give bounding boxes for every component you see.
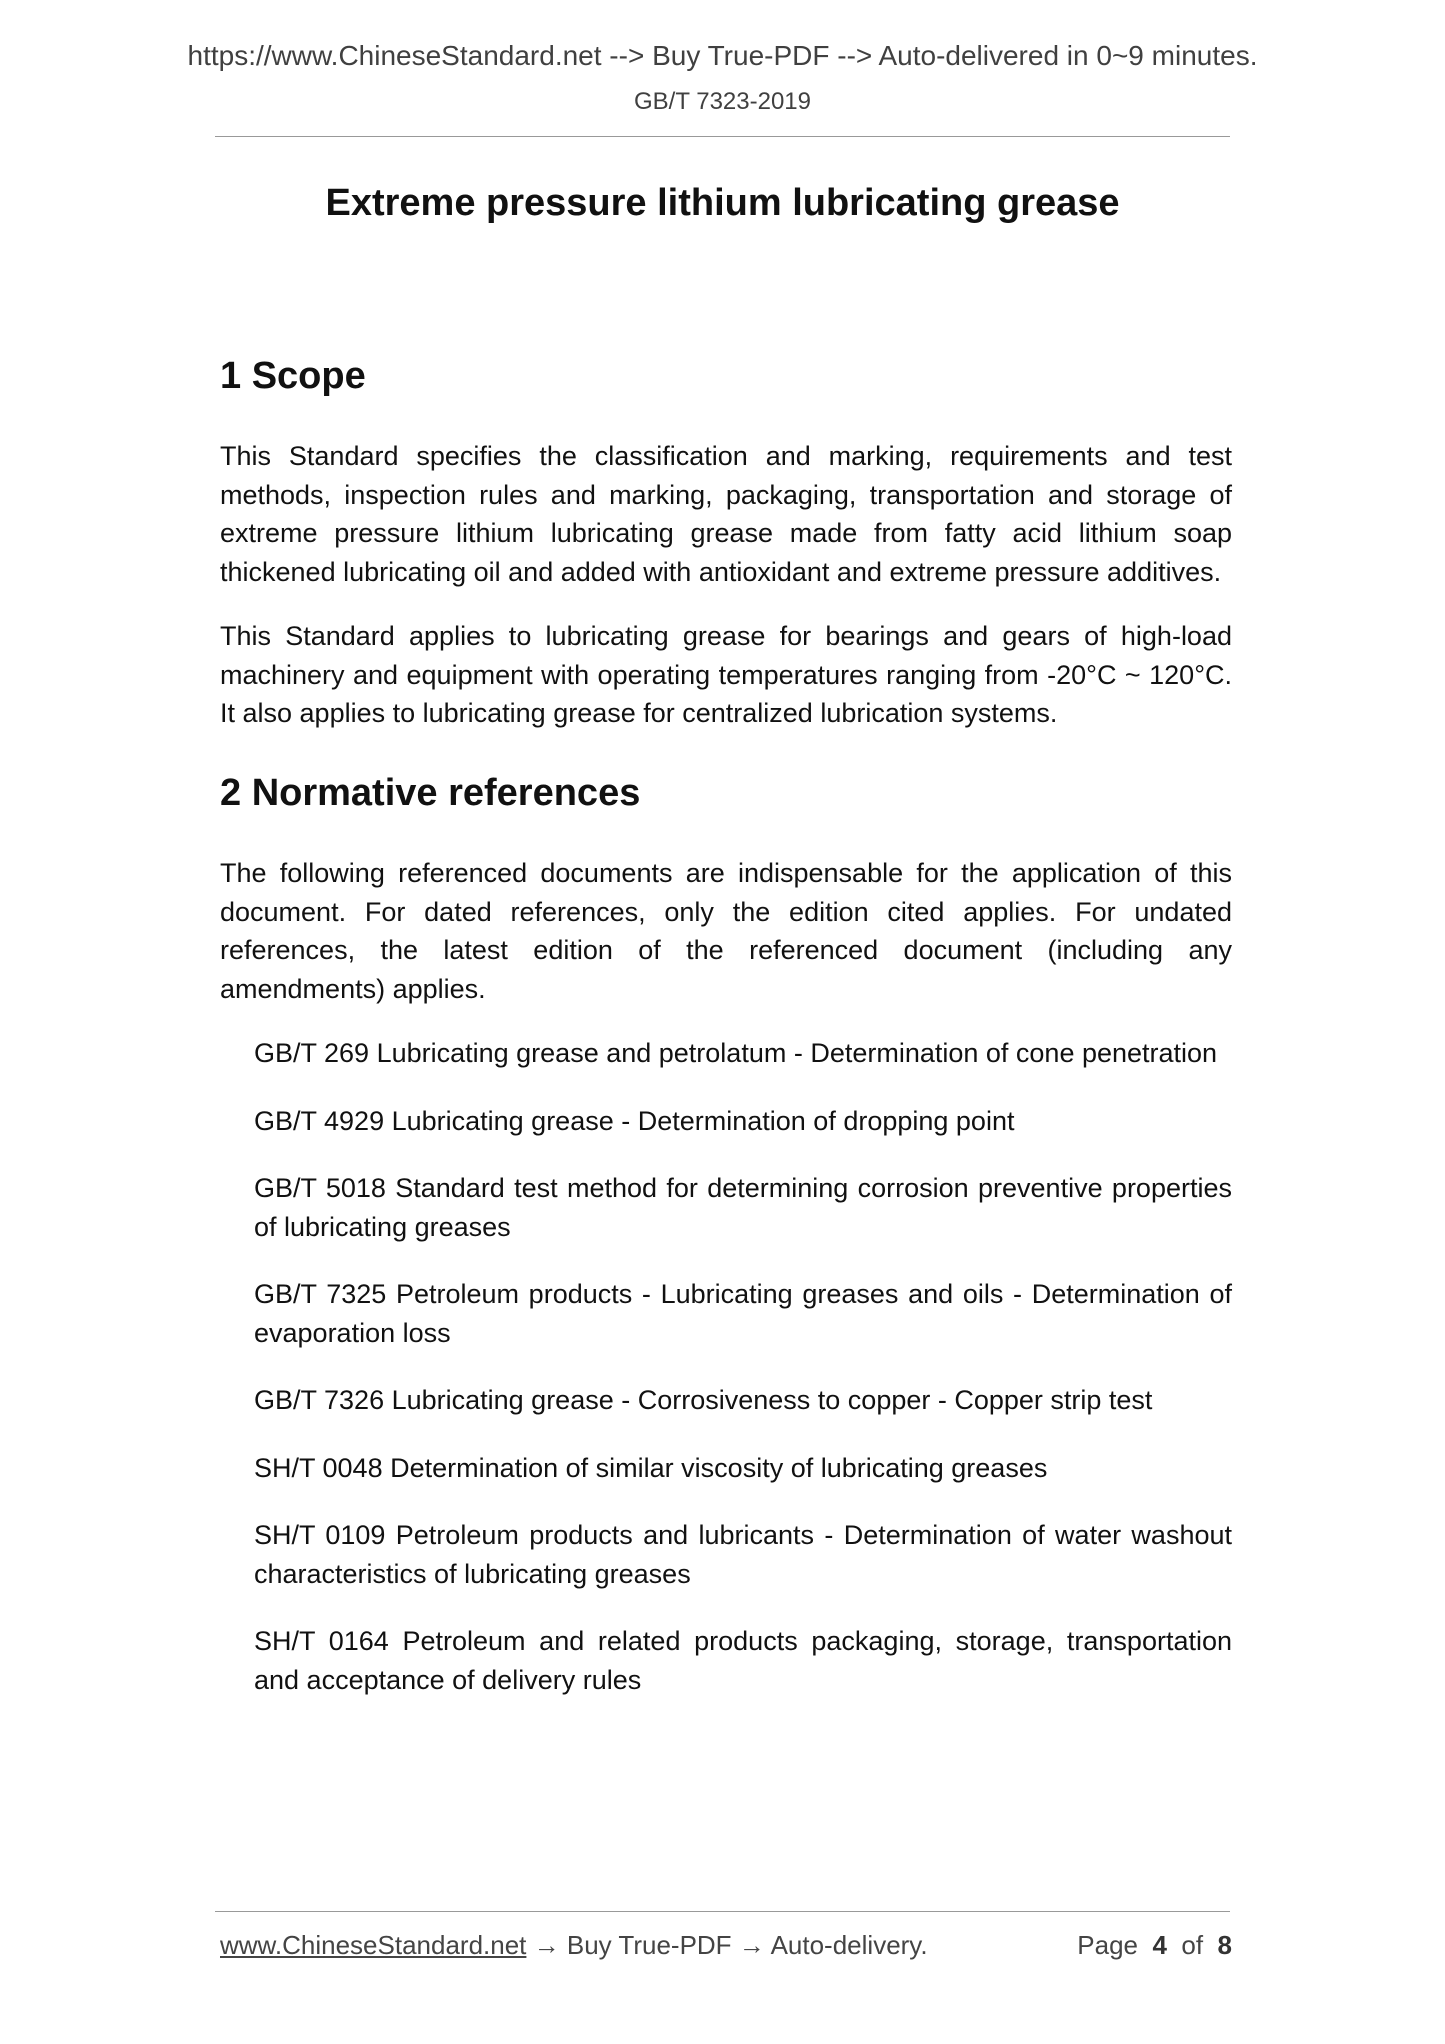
document-title: Extreme pressure lithium lubricating grease	[325, 182, 1120, 224]
reference-item: GB/T 4929 Lubricating grease - Determination of dropping point	[254, 1105, 1015, 1136]
reference-item: GB/T 7326 Lubricating grease - Corrosiveness to copper - Copper strip test	[254, 1385, 1153, 1416]
reference-item: GB/T 5018 Standard test method for determining corrosion preventive properties of lubricating greases	[254, 1173, 1232, 1242]
page-of-label: of	[1181, 1930, 1204, 1960]
footer-promo-text: → Buy True-PDF → Auto-delivery.	[526, 1930, 928, 1960]
reference-item: SH/T 0048 Determination of similar viscosity of lubricating greases	[254, 1452, 1048, 1483]
page-number: 4	[1152, 1930, 1167, 1960]
section-heading-normative-references: 2 Normative references	[220, 771, 641, 814]
header-divider	[215, 136, 1230, 137]
section-scope	[220, 352, 1232, 733]
reference-item: SH/T 0164 Petroleum and related products packaging, storage, transportation and acceptance of delivery rules	[254, 1626, 1232, 1695]
scope-paragraph-1: This Standard specifies the classification and marking, requirements and test methods, inspection rules and marking, packaging, transportation and storage of extreme pressure lithium lubricating grease made from fatty acid lithium soap thickened lubricating oil and added with antioxidant and extreme pressure additives.	[220, 441, 1232, 587]
scope-paragraph-2: This Standard applies to lubricating grease for bearings and gears of high-load machinery and equipment with operating temperatures ranging from -20°C ~ 120°C. It also applies to lubricating grease for centralized lubrication systems.	[220, 621, 1232, 729]
reference-item: GB/T 7325 Petroleum products - Lubricating greases and oils - Determination of evaporation loss	[254, 1279, 1232, 1348]
footer-divider	[215, 1911, 1230, 1912]
section-heading-scope: 1 Scope	[220, 355, 366, 397]
references-intro-paragraph: The following referenced documents are indispensable for the application of this document. For dated references, only the edition cited applies. For undated references, the latest edition of the referenced document (including any amendments) applies.	[220, 858, 1232, 1004]
footer-site-link[interactable]: www.ChineseStandard.net	[220, 1930, 527, 1960]
header-standard-number: GB/T 7323-2019	[633, 88, 811, 115]
reference-item: SH/T 0109 Petroleum products and lubricants - Determination of water washout characteristics of lubricating greases	[254, 1520, 1232, 1589]
page-label: Page	[1077, 1930, 1139, 1960]
header-url-banner: https://www.ChineseStandard.net --> Buy True-PDF --> Auto-delivered in 0~9 minutes.	[187, 40, 1258, 71]
reference-list	[220, 1034, 1232, 1699]
page-total: 8	[1217, 1930, 1232, 1960]
reference-item: GB/T 269 Lubricating grease and petrolatum - Determination of cone penetration	[254, 1038, 1218, 1069]
page-indicator	[1077, 1930, 1232, 1961]
document-body	[220, 352, 1232, 1728]
footer-promo	[220, 1930, 928, 1961]
section-normative-references	[220, 769, 1232, 1699]
